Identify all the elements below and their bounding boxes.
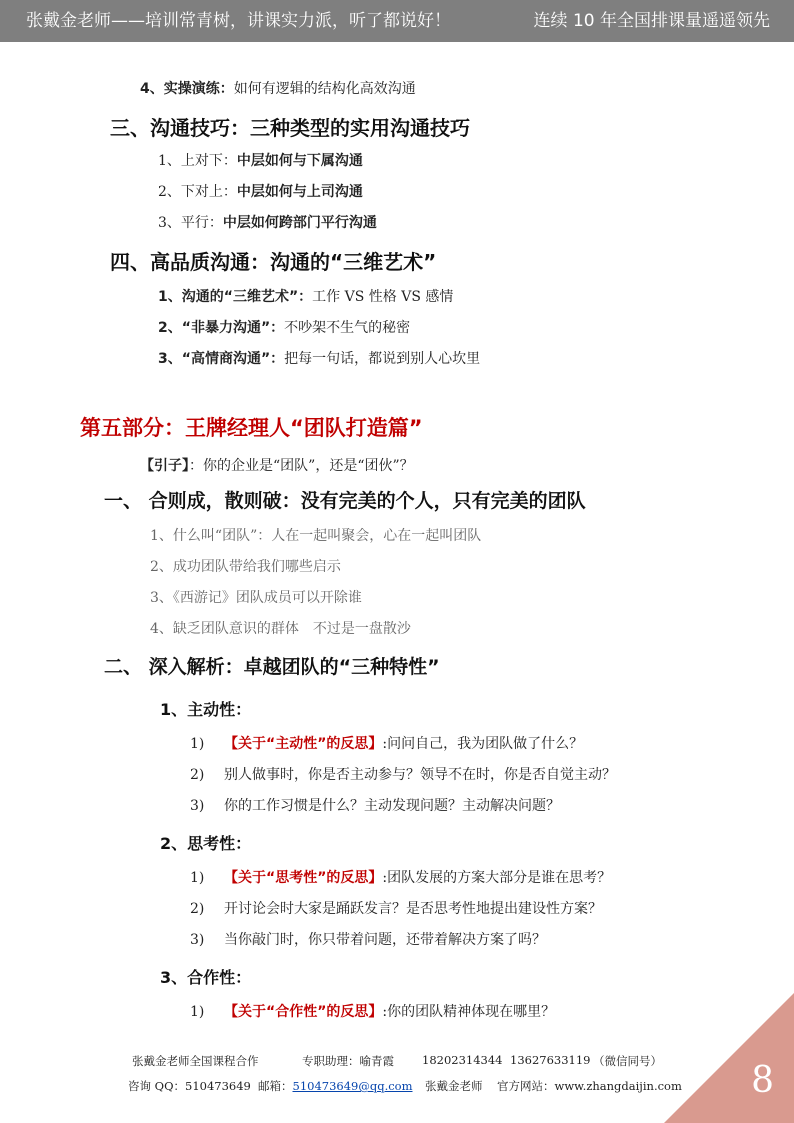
footer-teacher: 张戴金老师 [425,1079,483,1093]
page-corner-decoration [664,993,794,1123]
trait-thinking-title: 2、思考性： [160,834,252,853]
reflection-item [190,929,546,949]
list-item [158,286,453,306]
list-item-text: 中层如何与下属沟通 [236,153,363,169]
intro-text: ：你的企业是“团队”，还是“团伙”？ [189,458,414,474]
reflection-item [190,764,616,784]
item-number: 3) [190,798,205,814]
item-number: 1) [190,736,205,752]
team-heading-1: 一、 合则成，散则破：没有完美的个人，只有完美的团队 [104,490,586,512]
footer-email [258,1078,413,1094]
list-item [158,181,363,201]
reflection-text: :团队发展的方案大部分是谁在思考？ [382,870,612,886]
reflection-text: 你的工作习惯是什么？主动发现问题？主动解决问题？ [224,798,560,814]
reflection-text: 当你敲门时，你只带着问题，还带着解决方案了吗？ [224,932,546,948]
reflection-label: 【关于“思考性”的反思】 [224,870,383,886]
reflection-text: :你的团队精神体现在哪里？ [382,1004,556,1020]
reflection-text: 别人做事时，你是否主动参与？领导不在时，你是否自觉主动？ [224,767,616,783]
list-item-prefix: 2、下对上： [158,184,237,200]
page-number: 8 [751,1060,774,1101]
practice-item-prefix: 4、实操演练： [140,81,234,97]
intro-line [140,455,414,475]
header-tagline: 连续 10 年全国排课量遥遥领先 [533,11,770,31]
list-item-text: 中层如何与上司沟通 [236,184,363,200]
reflection-item [190,867,611,887]
header-slogan: 张戴金老师——培训常青树，讲课实力派，听了都说好！ [26,11,451,31]
part-5-title: 第五部分：王牌经理人“团队打造篇” [80,416,423,440]
reflection-label: 【关于“合作性”的反思】 [224,1004,383,1020]
list-item-prefix: 2、“非暴力沟通”： [158,320,285,336]
list-item: 4、缺乏团队意识的群体 不过是一盘散沙 [150,621,411,637]
list-item [158,348,480,368]
reflection-label: 【关于“主动性”的反思】 [224,736,383,752]
page-header [0,0,794,42]
list-item-text: 把每一句话，都说到别人心坎里 [284,351,481,367]
intro-prefix: 【引子】 [140,458,189,474]
list-item-prefix: 1、沟通的“三维艺术”： [158,289,313,305]
item-number: 2) [190,901,205,917]
item-number: 1) [190,870,205,886]
list-item: 3、《西游记》团队成员可以开除谁 [150,590,362,606]
footer-wechat-note: （微信同号） [593,1054,662,1068]
email-link[interactable]: 510473649@qq.com [292,1079,413,1093]
list-item: 1、什么叫“团队”：人在一起叫聚会，心在一起叫团队 [150,528,482,544]
footer-phone-1: 18202314344 [422,1053,503,1067]
section-3-heading: 三、沟通技巧：三种类型的实用沟通技巧 [110,116,470,140]
reflection-text: 开讨论会时大家是踊跃发言？是否思考性地提出建设性方案？ [224,901,602,917]
team-heading-2: 二、 深入解析：卓越团队的“三种特性” [104,656,440,678]
list-item-prefix: 1、上对下： [158,153,237,169]
item-number: 1) [190,1004,205,1020]
list-item [158,317,410,337]
list-item: 2、成功团队带给我们哪些启示 [150,559,341,575]
reflection-item [190,795,560,815]
footer-website: 官方网站：www.zhangdaijin.com [497,1079,682,1093]
practice-item-text: 如何有逻辑的结构化高效沟通 [233,81,416,97]
footer-email-label: 邮箱： [258,1079,293,1093]
footer-assistant: 专职助理：喻青霞 [302,1054,394,1068]
practice-item [140,78,416,98]
item-number: 2) [190,767,205,783]
list-item [158,150,363,170]
list-item-prefix: 3、平行： [158,215,223,231]
item-number: 3) [190,932,205,948]
trait-initiative-title: 1、主动性： [160,700,252,719]
list-item-text: 工作 VS 性格 VS 感情 [312,289,454,305]
list-item-prefix: 3、“高情商沟通”： [158,351,285,367]
footer-cooperation: 张戴金老师全国课程合作 [132,1054,259,1068]
list-item-text: 中层如何跨部门平行沟通 [222,215,377,231]
list-item [158,212,377,232]
reflection-item [190,898,602,918]
reflection-item [190,733,583,753]
footer-phone-2: 13627633119 [510,1053,591,1067]
footer-qq: 咨询 QQ：510473649 [128,1079,251,1093]
list-item-text: 不吵架不生气的秘密 [284,320,411,336]
reflection-item [190,1001,555,1021]
section-4-heading: 四、高品质沟通：沟通的“三维艺术” [110,250,437,274]
reflection-text: :问问自己，我为团队做了什么？ [382,736,584,752]
trait-cooperation-title: 3、合作性： [160,968,252,987]
